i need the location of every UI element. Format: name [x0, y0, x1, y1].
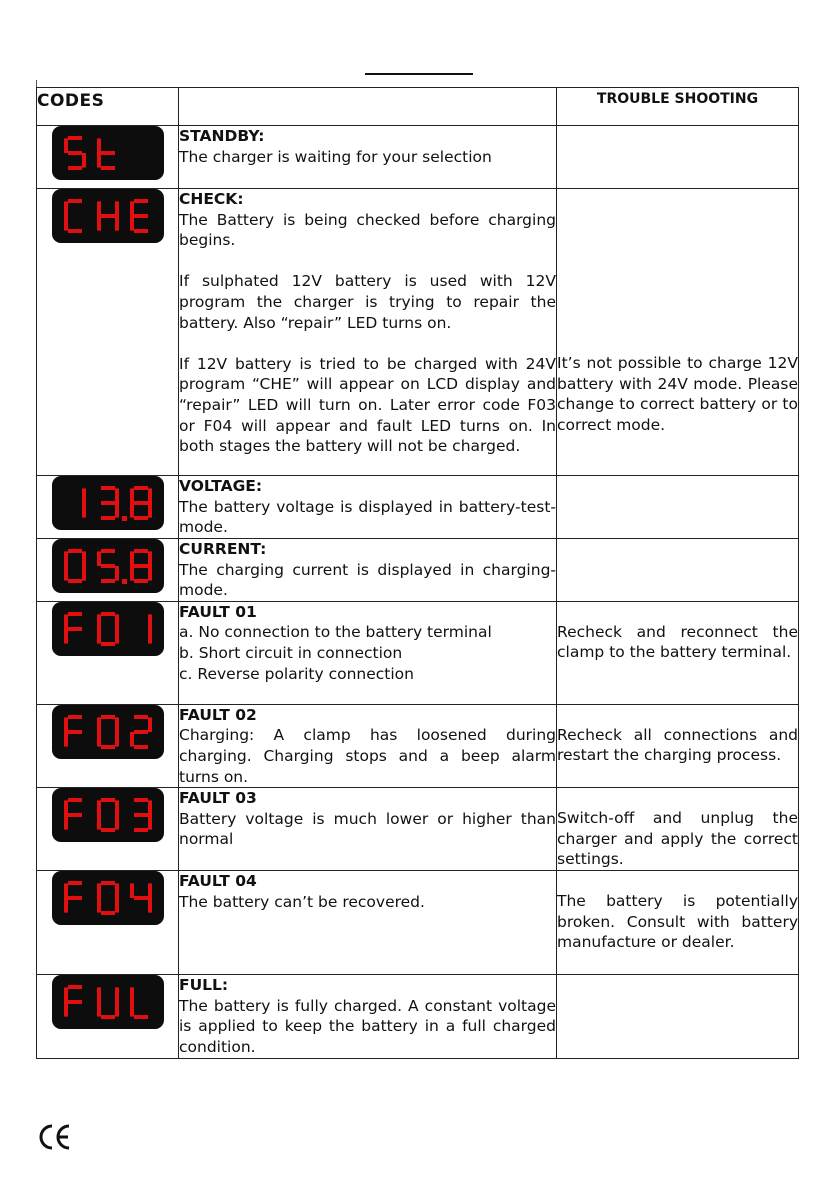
led-segment	[101, 166, 115, 170]
led-segment	[115, 898, 119, 913]
led-segment	[64, 551, 68, 566]
led-segment	[134, 486, 148, 490]
description-cell	[179, 539, 557, 602]
led-segment	[64, 717, 68, 732]
code-cell	[37, 704, 179, 787]
led-display-fault-03	[52, 788, 164, 842]
led-segment	[82, 488, 86, 503]
led-segment	[68, 985, 82, 989]
row-text: Battery voltage is much lower or higher than normal	[179, 809, 556, 849]
table-row-full	[37, 975, 799, 1058]
code-cell	[37, 476, 179, 539]
led-segment	[134, 798, 148, 802]
led-segment	[134, 896, 148, 900]
led-segment	[115, 815, 119, 830]
led-segment	[115, 614, 119, 629]
led-segment	[115, 629, 119, 644]
led-segment	[68, 151, 82, 155]
led-segment	[64, 138, 68, 153]
row-text: The charger is waiting for your selection	[179, 147, 492, 166]
led-segment	[134, 1015, 148, 1019]
led-segment	[101, 486, 115, 490]
code-cell	[37, 189, 179, 476]
led-segment	[134, 745, 148, 749]
led-segment	[97, 801, 101, 816]
led-segment	[148, 898, 152, 913]
code-cell	[37, 126, 179, 189]
led-segment	[134, 564, 148, 568]
led-segment	[68, 549, 82, 553]
led-segment	[101, 214, 115, 218]
led-segment	[148, 614, 152, 629]
led-segment	[101, 745, 115, 749]
led-segment	[134, 579, 148, 583]
led-segment	[97, 629, 101, 644]
trouble-cell	[557, 539, 799, 602]
led-segment	[101, 1015, 115, 1019]
led-segment	[101, 549, 115, 553]
led-segment	[68, 199, 82, 203]
description-cell	[179, 704, 557, 787]
led-segment	[134, 199, 148, 203]
row-title: FAULT 03	[179, 789, 257, 808]
trouble-text: Switch-off and unplug the charger and apply the correct settings.	[557, 809, 798, 869]
led-segment	[130, 988, 134, 1003]
led-segment	[101, 828, 115, 832]
led-segment	[134, 715, 148, 719]
table-row-check	[37, 189, 799, 476]
led-display-current	[52, 539, 164, 593]
led-display-full	[52, 975, 164, 1029]
led-segment	[64, 988, 68, 1003]
table-row-fault-03	[37, 788, 799, 871]
led-display-voltage	[52, 476, 164, 530]
led-display-fault-04	[52, 871, 164, 925]
led-display-fault-02	[52, 705, 164, 759]
led-segment	[101, 642, 115, 646]
led-segment	[101, 881, 115, 885]
led-segment	[130, 884, 134, 899]
led-segment	[97, 717, 101, 732]
led-segment	[115, 801, 119, 816]
led-segment	[134, 828, 148, 832]
led-segment	[115, 488, 119, 503]
code-cell	[37, 871, 179, 975]
led-segment	[64, 629, 68, 644]
led-segment	[68, 136, 82, 140]
led-display-standby	[52, 126, 164, 180]
row-text: The Battery is being checked before charging begins.	[179, 210, 556, 250]
led-segment	[97, 1002, 101, 1017]
row-text: The battery can’t be recovered.	[179, 892, 425, 911]
led-segment	[130, 566, 134, 581]
led-display-fault-01	[52, 602, 164, 656]
led-segment	[97, 815, 101, 830]
led-segment	[64, 815, 68, 830]
led-segment	[101, 579, 115, 583]
led-segment	[101, 516, 115, 520]
led-segment	[68, 612, 82, 616]
led-segment	[134, 229, 148, 233]
led-segment	[134, 549, 148, 553]
trouble-cell	[557, 788, 799, 871]
led-segment	[134, 813, 148, 817]
description-cell	[179, 189, 557, 476]
led-segment	[64, 614, 68, 629]
led-segment	[115, 503, 119, 518]
trouble-cell	[557, 476, 799, 539]
led-segment	[97, 732, 101, 747]
trouble-text: It’s not possible to charge 12V battery with 24V mode. Please change to correct battery or to correct mode.	[557, 354, 798, 434]
list-item: a. No connection to the battery terminal	[179, 623, 492, 642]
row-text: If 12V battery is tried to be charged with 24V program “CHE” will appear on LCD display and “repair” LED will turn on. Later error code F03 or F04 will appear and fault LED turns on. In both stages the battery will not be charged.	[179, 354, 556, 456]
led-segment	[97, 614, 101, 629]
led-segment	[101, 564, 115, 568]
code-cell	[37, 975, 179, 1058]
trouble-text: The battery is potentially broken. Consult with battery manufacture or dealer.	[557, 892, 798, 952]
led-segment	[101, 151, 115, 155]
led-segment	[97, 201, 101, 216]
led-segment	[134, 730, 148, 734]
led-segment	[130, 503, 134, 518]
led-segment	[148, 629, 152, 644]
led-segment	[64, 216, 68, 231]
table-row-current	[37, 539, 799, 602]
led-segment	[115, 1002, 119, 1017]
led-segment	[68, 1000, 82, 1004]
description-cell	[179, 126, 557, 189]
led-segment	[68, 896, 82, 900]
led-segment	[68, 627, 82, 631]
header-trouble-shooting: TROUBLE SHOOTING	[557, 88, 799, 126]
led-segment	[101, 911, 115, 915]
led-segment	[68, 166, 82, 170]
led-segment	[130, 216, 134, 231]
led-segment	[82, 153, 86, 168]
led-segment	[97, 898, 101, 913]
led-segment	[68, 579, 82, 583]
table-row-fault-02	[37, 704, 799, 787]
row-title: FAULT 02	[179, 705, 257, 724]
trouble-text: Recheck and reconnect the clamp to the battery terminal.	[557, 622, 798, 662]
led-segment	[68, 798, 82, 802]
description-cell	[179, 975, 557, 1058]
list-item: c. Reverse polarity connection	[179, 664, 414, 683]
led-display-check	[52, 189, 164, 243]
led-segment	[64, 801, 68, 816]
led-segment	[134, 516, 148, 520]
table-row-fault-01	[37, 601, 799, 704]
description-cell	[179, 476, 557, 539]
led-segment	[97, 153, 101, 168]
trouble-text: Recheck all connections and restart the charging process.	[557, 725, 798, 765]
led-segment	[134, 214, 148, 218]
led-segment	[82, 503, 86, 518]
row-text: The battery is fully charged. A constant voltage is applied to keep the battery in a full charged condition.	[179, 996, 556, 1056]
led-segment	[68, 715, 82, 719]
row-title: CHECK:	[179, 190, 244, 208]
led-segment	[148, 551, 152, 566]
led-segment	[130, 201, 134, 216]
code-cell	[37, 601, 179, 704]
header-description	[179, 88, 557, 126]
row-text: Charging: A clamp has loosened during charging. Charging stops and a beep alarm turns on.	[179, 726, 556, 786]
row-text: If sulphated 12V battery is used with 12V program the charger is trying to repair the battery. Also “repair” LED turns on.	[179, 272, 556, 332]
led-segment	[97, 216, 101, 231]
led-segment	[97, 988, 101, 1003]
led-decimal-point	[122, 516, 127, 521]
led-segment	[148, 488, 152, 503]
led-segment	[148, 815, 152, 830]
trouble-cell	[557, 871, 799, 975]
led-segment	[115, 216, 119, 231]
row-title: FAULT 04	[179, 872, 257, 891]
led-segment	[68, 730, 82, 734]
led-segment	[115, 201, 119, 216]
header-codes: CODES	[37, 88, 179, 126]
led-segment	[101, 501, 115, 505]
row-text: The battery voltage is displayed in battery-test-mode.	[179, 497, 556, 537]
led-segment	[148, 566, 152, 581]
led-segment	[97, 138, 101, 153]
table-row-voltage	[37, 476, 799, 539]
led-segment	[148, 884, 152, 899]
led-segment	[115, 566, 119, 581]
trouble-cell	[557, 126, 799, 189]
led-segment	[130, 488, 134, 503]
led-segment	[115, 717, 119, 732]
led-segment	[115, 988, 119, 1003]
led-segment	[130, 1002, 134, 1017]
trouble-cell	[557, 975, 799, 1058]
led-segment	[148, 717, 152, 732]
led-segment	[64, 884, 68, 899]
description-cell	[179, 788, 557, 871]
list-item: b. Short circuit in connection	[179, 643, 403, 662]
description-cell	[179, 601, 557, 704]
trouble-cell	[557, 601, 799, 704]
led-segment	[82, 566, 86, 581]
led-segment	[64, 1002, 68, 1017]
led-segment	[148, 801, 152, 816]
led-segment	[101, 715, 115, 719]
led-decimal-point	[122, 579, 127, 584]
row-text: The charging current is displayed in charging-mode.	[179, 560, 556, 600]
led-segment	[64, 898, 68, 913]
code-cell	[37, 788, 179, 871]
led-segment	[134, 501, 148, 505]
led-segment	[82, 551, 86, 566]
table-row-fault-04	[37, 871, 799, 975]
table-row-standby	[37, 126, 799, 189]
codes-table	[36, 87, 799, 1059]
led-segment	[115, 732, 119, 747]
row-title: FULL:	[179, 976, 229, 995]
trouble-cell	[557, 189, 799, 476]
led-segment	[130, 732, 134, 747]
description-cell	[179, 871, 557, 975]
led-segment	[68, 229, 82, 233]
row-title: STANDBY:	[179, 127, 265, 145]
led-segment	[115, 884, 119, 899]
led-segment	[97, 884, 101, 899]
led-segment	[64, 201, 68, 216]
top-rule	[365, 73, 473, 75]
led-segment	[101, 612, 115, 616]
row-title: VOLTAGE:	[179, 477, 263, 495]
ce-mark	[38, 1123, 72, 1151]
header-row	[37, 88, 799, 126]
led-segment	[64, 566, 68, 581]
led-segment	[101, 798, 115, 802]
code-cell	[37, 539, 179, 602]
trouble-cell	[557, 704, 799, 787]
row-title: CURRENT:	[179, 540, 267, 558]
led-segment	[97, 551, 101, 566]
led-segment	[148, 503, 152, 518]
led-segment	[68, 881, 82, 885]
row-title: FAULT 01	[179, 602, 257, 621]
led-segment	[68, 813, 82, 817]
led-segment	[130, 551, 134, 566]
led-segment	[64, 732, 68, 747]
